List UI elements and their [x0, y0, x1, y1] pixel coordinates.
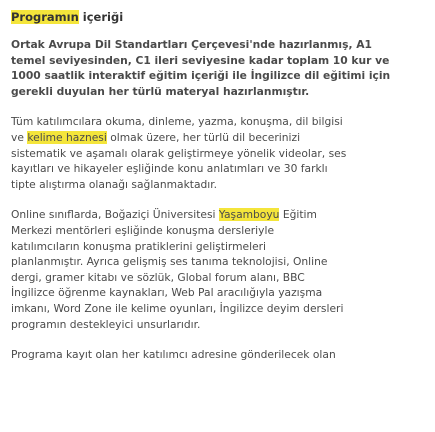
paragraph-line: gerekli duyulan her türlü materyal hazırlanmıştır. [11, 84, 310, 98]
paragraph-line: katılımcıların konuşma pratiklerini geliştirmeleri [11, 239, 267, 253]
text-segment: olmak üzere, her türlü dil becerinizi [106, 130, 301, 144]
paragraph-line: sistematik ve aşamalı olarak geliştirmeye yönelik videolar, ses [11, 146, 347, 160]
text-segment: Eğitim [279, 208, 317, 222]
paragraph-curriculum [11, 37, 431, 99]
paragraph-line: 1000 saatlik interaktif eğitim içeriği ile İngilizce dil eğitimi için [11, 69, 391, 83]
paragraph-line: planlanmıştır. Ayrıca gelişmiş ses tanıma teknolojisi, Online [11, 255, 328, 269]
paragraph-line: Programa kayıt olan her katılımcı adresine gönderilecek olan [11, 348, 336, 362]
paragraph-line: programın destekleyici unsurlarıdır. [11, 317, 201, 331]
document [11, 9, 431, 378]
paragraph-line: İngilizce öğrenme kaynakları, Web Pal aracılığıyla yazışma [11, 286, 323, 300]
paragraph-registration [11, 347, 431, 363]
highlighted-heading-word: Programın [11, 10, 79, 24]
paragraph-line: imkanı, Word Zone ile kelime oyunları, İngilizce deyim dersleri [11, 301, 344, 315]
paragraph-line: tipte alıştırma olanağı sağlanmaktadır. [11, 177, 218, 191]
paragraph-line: Ortak Avrupa Dil Standartları Çerçevesi'nde hazırlanmış, A1 [11, 38, 372, 51]
paragraph-line: Tüm katılımcılara okuma, dinleme, yazma, konuşma, dil bilgisi [11, 115, 343, 129]
heading-rest: içeriği [78, 10, 124, 24]
paragraph-online-classes [11, 207, 431, 332]
paragraph-line: temel seviyesinden, C1 ileri seviyesine kadar toplam 10 kur ve [11, 53, 390, 67]
text-segment: Online sınıflarda, Boğaziçi Üniversitesi [11, 208, 219, 222]
paragraph-skills [11, 114, 431, 192]
text-segment: ve [11, 130, 28, 144]
paragraph-line: kayıtları ve hikayeler eşliğinde konu anlatımları ve 30 farklı [11, 162, 328, 176]
highlighted-phrase: kelime haznesi [27, 130, 107, 144]
paragraph-line [11, 130, 431, 146]
paragraph-line [11, 207, 431, 223]
paragraph-line: Merkezi mentörleri eşliğinde konuşma dersleriyle [11, 223, 275, 237]
highlighted-phrase: Yaşamboyu [218, 208, 280, 222]
section-heading [11, 9, 431, 25]
paragraph-line: dergi, gramer kitabı ve sözlük, Global forum alanı, BBC [11, 270, 305, 284]
